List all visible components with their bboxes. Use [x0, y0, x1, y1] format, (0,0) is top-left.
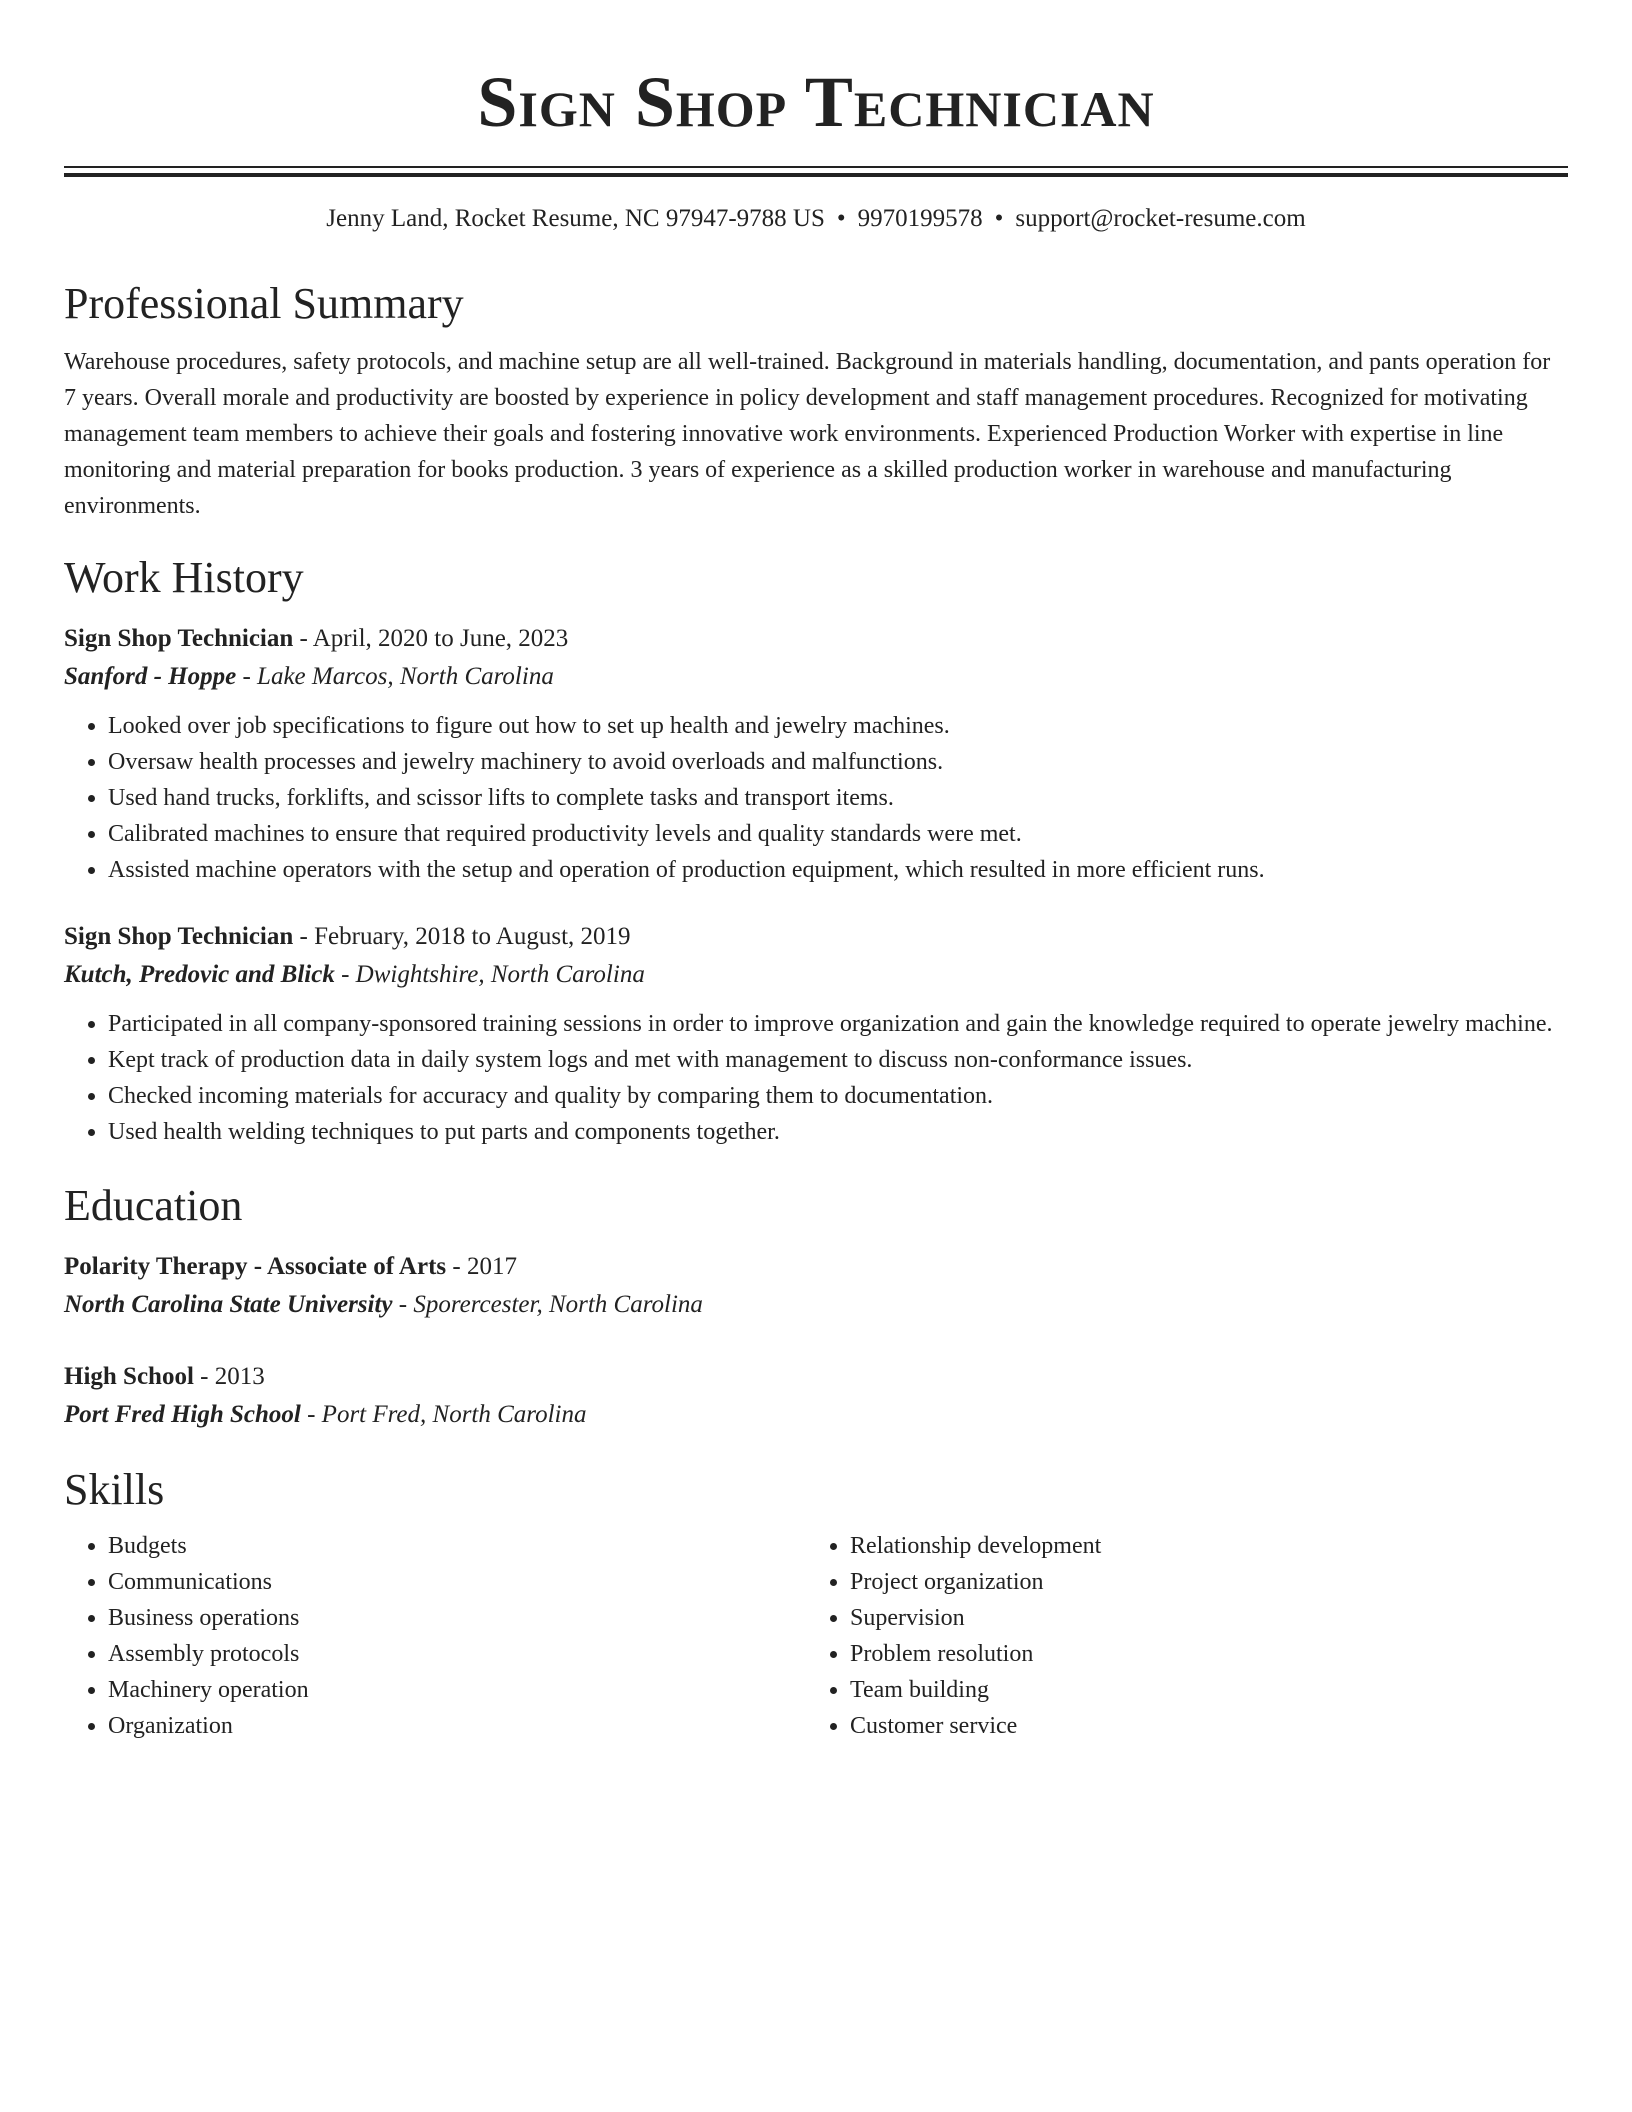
contact-address: Jenny Land, Rocket Resume, NC 97947-9788 US — [326, 205, 825, 232]
job-company-line — [64, 658, 1568, 696]
job-title-line — [64, 620, 1568, 658]
skill-item: • Machinery operation — [108, 1672, 806, 1708]
education-degree-line — [64, 1358, 1568, 1396]
contact-email: support@rocket-resume.com — [1015, 205, 1306, 232]
skill-item: • Customer service — [850, 1708, 1548, 1744]
skills-list-right — [806, 1528, 1548, 1744]
resume-title: Sign Shop Technician — [477, 62, 1155, 142]
summary-section — [64, 278, 1568, 524]
job-bullets — [64, 1006, 1568, 1150]
education-school-line — [64, 1286, 1568, 1324]
skill-item: • Problem resolution — [850, 1636, 1548, 1672]
skill-item: • Business operations — [108, 1600, 806, 1636]
skill-item: • Communications — [108, 1564, 806, 1600]
education-heading: Education — [64, 1181, 243, 1230]
job-bullet: • Calibrated machines to ensure that required productivity levels and quality standards were met. — [108, 816, 1568, 852]
education-entry — [64, 1358, 1568, 1434]
job-company: Kutch, Predovic and Blick — [64, 961, 335, 988]
education-school: Port Fred High School — [64, 1401, 301, 1428]
job-location: - Dwightshire, North Carolina — [334, 961, 645, 988]
job-bullet: • Participated in all company-sponsored training sessions in order to improve organization and gain the knowledge required to operate jewelry machine. — [108, 1006, 1568, 1042]
skill-item: • Supervision — [850, 1600, 1548, 1636]
job-bullet: • Looked over job specifications to figure out how to set up health and jewelry machines. — [108, 708, 1568, 744]
contact-separator: • — [836, 205, 846, 232]
education-location: - Sporercester, North Carolina — [392, 1291, 703, 1318]
job-bullet: • Oversaw health processes and jewelry machinery to avoid overloads and malfunctions. — [108, 744, 1568, 780]
skill-item: • Assembly protocols — [108, 1636, 806, 1672]
job-dates: - February, 2018 to August, 2019 — [293, 923, 631, 950]
job-bullet: • Assisted machine operators with the setup and operation of production equipment, which resulted in more efficient runs. — [108, 852, 1568, 888]
education-year: - 2017 — [446, 1253, 517, 1280]
job-title: Sign Shop Technician — [64, 923, 294, 950]
education-year: - 2013 — [193, 1363, 265, 1390]
education-school: North Carolina State University — [64, 1291, 393, 1318]
skill-item: • Project organization — [850, 1564, 1548, 1600]
job-entry — [64, 620, 1568, 888]
contact-phone: 9970199578 — [857, 205, 983, 232]
job-title-line — [64, 918, 1568, 956]
skills-list-left — [64, 1528, 806, 1744]
skill-item: • Organization — [108, 1708, 806, 1744]
contact-line — [64, 204, 1568, 234]
job-bullet: • Used hand trucks, forklifts, and scissor lifts to complete tasks and transport items. — [108, 780, 1568, 816]
job-entry — [64, 918, 1568, 1150]
job-company: Sanford - Hoppe — [64, 663, 237, 690]
education-school-line — [64, 1396, 1568, 1434]
job-bullet: • Kept track of production data in daily system logs and met with management to discuss non-conformance issues. — [108, 1042, 1568, 1078]
job-dates: - April, 2020 to June, 2023 — [293, 625, 569, 652]
job-bullets — [64, 708, 1568, 888]
education-degree: Polarity Therapy - Associate of Arts — [64, 1253, 447, 1280]
skills-section — [64, 1464, 1568, 1744]
education-degree-line — [64, 1248, 1568, 1286]
skills-columns — [64, 1528, 1568, 1744]
skills-heading: Skills — [64, 1465, 165, 1514]
title-divider — [64, 166, 1568, 168]
education-location: - Port Fred, North Carolina — [300, 1401, 587, 1428]
job-title: Sign Shop Technician — [64, 625, 294, 652]
education-degree: High School — [64, 1363, 194, 1390]
contact-separator: • — [994, 205, 1004, 232]
summary-heading: Professional Summary — [64, 279, 464, 328]
education-entry — [64, 1248, 1568, 1324]
job-company-line — [64, 956, 1568, 994]
job-bullet: • Checked incoming materials for accuracy and quality by comparing them to documentation. — [108, 1078, 1568, 1114]
skill-item: • Team building — [850, 1672, 1548, 1708]
job-bullet: • Used health welding techniques to put parts and components together. — [108, 1114, 1568, 1150]
skill-item: • Budgets — [108, 1528, 806, 1564]
job-location: - Lake Marcos, North Carolina — [236, 663, 554, 690]
summary-text: Warehouse procedures, safety protocols, and machine setup are all well-trained. Background in materials handling, documentation, and pants operation for 7 years. Overall morale and productivity are boosted by experience in policy development and staff management procedures. Recognized for motivating management team members to achieve their goals and fostering innovative work environments. Experienced Production Worker with expertise in line monitoring and material preparation for books production. 3 years of experience as a skilled production worker in warehouse and manufacturing environments. — [64, 349, 1551, 519]
work-history-heading: Work History — [64, 553, 304, 602]
skill-item: • Relationship development — [850, 1528, 1548, 1564]
education-section — [64, 1180, 1568, 1434]
work-history-section — [64, 552, 1568, 1150]
